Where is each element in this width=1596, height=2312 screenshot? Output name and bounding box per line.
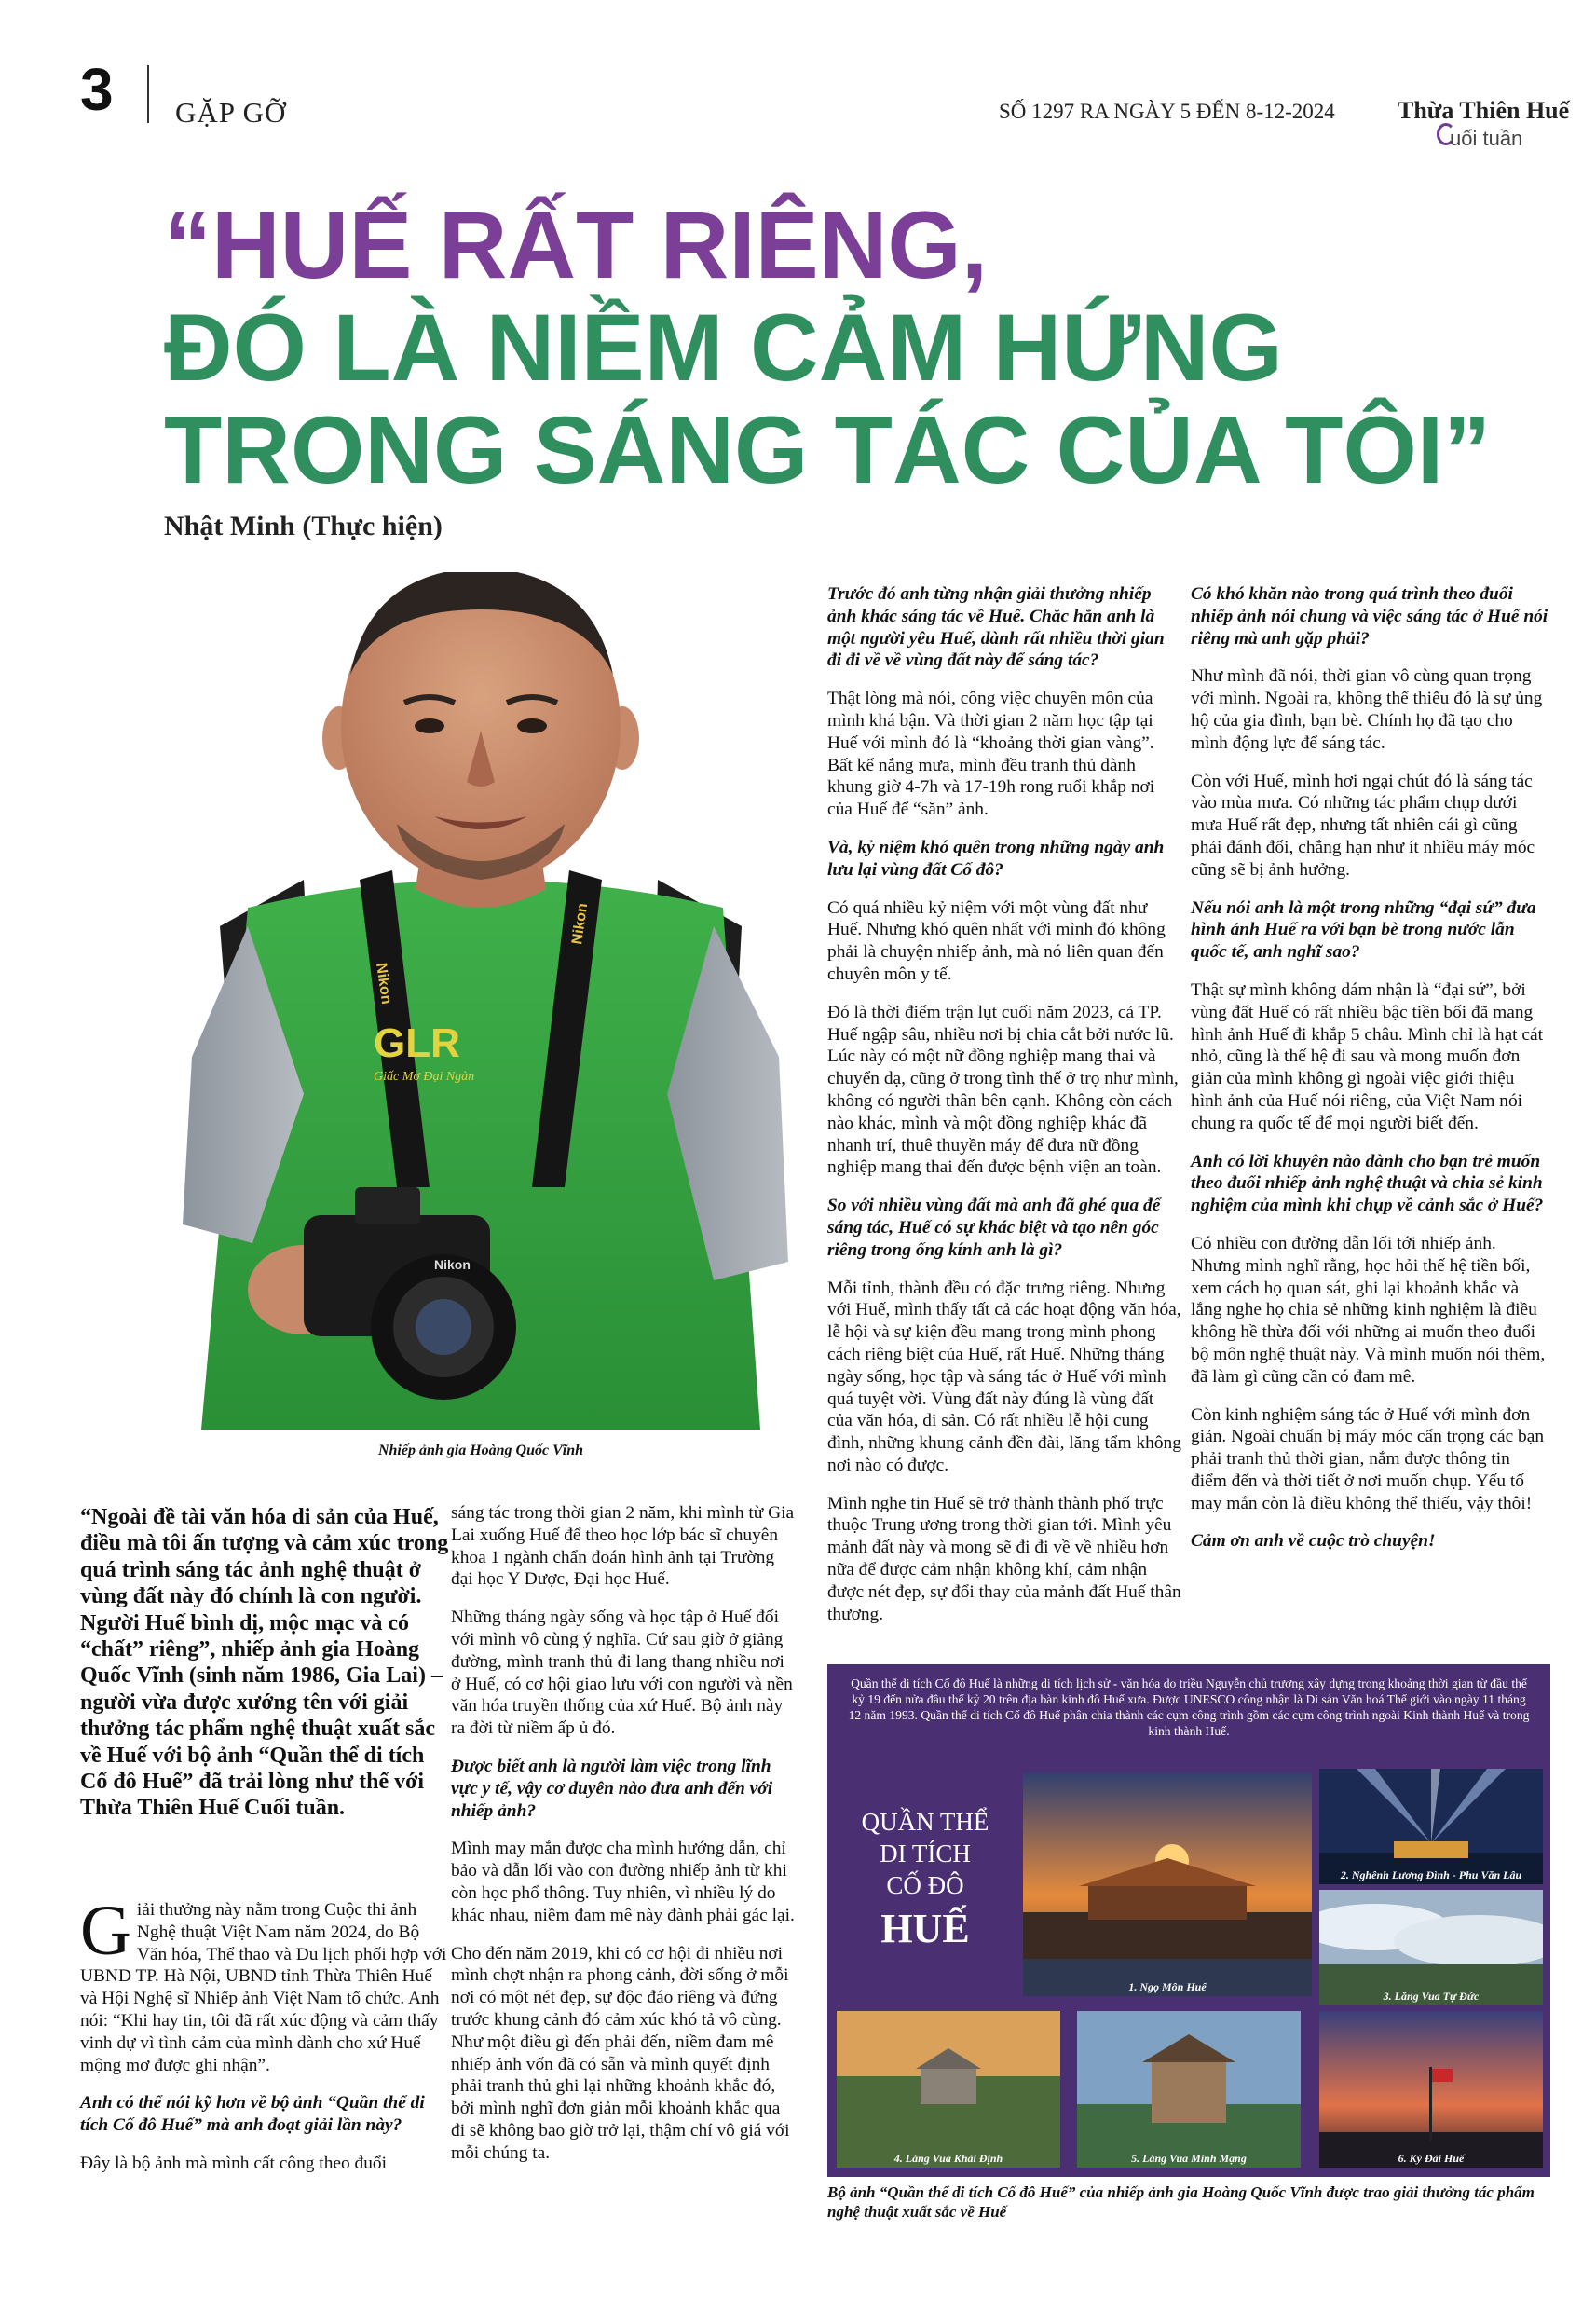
col3-paragraph-5: Mình nghe tin Huế sẽ trở thành thành phố trực thuộc Trung ương trong thời gian tới. Mình yêu mảnh đất này và mong sẽ đi đi về về nhiều hơn nữa để được cảm nhận không khí, cảm nhận được nét đẹp, sự đổi thay của mảnh đất Huế thân thương. — [827, 1493, 1181, 1624]
portrait-photo — [164, 572, 798, 1430]
collage-photo-ky-dai — [1319, 2011, 1543, 2168]
byline: Nhật Minh (Thực hiện) — [164, 511, 443, 541]
col3-paragraph-3: Đó là thời điểm trận lụt cuối năm 2023, cả TP. Huế ngập sâu, nhiều nơi bị chia cắt bởi nước lũ. Lúc này có một nữ đồng nghiệp mang thai và chuyển dạ, cũng ở trong tình thế ở trọ như mình, không có người thân bên cạnh. Không còn cách nào khác, mình và một đồng nghiệp khác đã nhanh trí, thuê thuyền máy để đưa nữ đồng nghiệp mang thai đến được bệnh viện an toàn. — [827, 1002, 1179, 1178]
col1-paragraph-2: Đây là bộ ảnh mà mình cất công theo đuổi — [80, 2153, 388, 2173]
article-column-1 — [80, 1892, 449, 2191]
masthead-subtitle: uối tuần — [1450, 127, 1523, 150]
lang-tu-duc-image — [1319, 1890, 1543, 2005]
col4-paragraph-1: Như mình đã nói, thời gian vô cùng quan trọng với mình. Ngoài ra, không thể thiếu đó là sự ủng hộ của gia đình, bạn bè. Chính họ đã tạo cho mình động lực để sáng tác. — [1191, 666, 1543, 753]
col4-closing: Cảm ơn anh về cuộc trò chuyện! — [1191, 1531, 1436, 1552]
article-column-4 — [1191, 583, 1550, 1568]
strap-brand-text: Nikon — [373, 962, 395, 1006]
col4-paragraph-2: Còn với Huế, mình hơi ngại chút đó là sáng tác vào mùa mưa. Có những tác phẩm chụp dưới mưa Huế rất đẹp, nhưng tất nhiên cái gì cũng phải đánh đổi, chẳng hạn như ít nhiều máy móc cũng sẽ bị ảnh hưởng. — [1191, 771, 1535, 880]
collage-photo-lang-minh-mang — [1077, 2011, 1301, 2168]
camera-brand-text: Nikon — [434, 1257, 471, 1272]
photographer-illustration — [164, 572, 798, 1430]
collage-label-1: 1. Ngọ Môn Huế — [1128, 1980, 1207, 1993]
shirt-logo-text: GLR — [374, 1020, 460, 1066]
headline-line-2: ĐÓ LÀ NIỀM CẢM HỨNG — [164, 294, 1283, 401]
headline-line-1: “HUẾ RẤT RIÊNG, — [164, 192, 989, 298]
lead-paragraph — [80, 1504, 449, 1822]
col4-question-2: Nếu nói anh là một trong những “đại sứ” đưa hình ảnh Huế ra với bạn bè trong nước lẫn quốc tế, anh nghĩ sao? — [1191, 897, 1536, 963]
collage-label-5: 5. Lăng Vua Minh Mạng — [1131, 2152, 1247, 2165]
ngo-mon-image — [1023, 1772, 1312, 1996]
collage-label-3: 3. Lăng Vua Tự Đức — [1383, 1990, 1480, 2003]
issue-info: SỐ 1297 RA NGÀY 5 ĐẾN 8-12-2024 — [999, 100, 1335, 123]
collage-title-line-1: QUẦN THỂ — [861, 1808, 989, 1836]
col1-question-1: Anh có thể nói kỹ hơn về bộ ảnh “Quần thể di tích Cố đô Huế” mà anh đoạt giải lần này? — [80, 2093, 425, 2136]
col3-question-1: Trước đó anh từng nhận giải thưởng nhiếp ảnh khác sáng tác về Huế. Chắc hẳn anh là một người yêu Huế, dành rất nhiều thời gian đi đi về về vùng đất này để sáng tác? — [827, 584, 1165, 671]
collage-photo-nghenh-luong-dinh — [1319, 1769, 1543, 1884]
collage-label-2: 2. Nghênh Lương Đình - Phu Văn Lâu — [1340, 1868, 1522, 1881]
collage-title-line-3: CỐ ĐÔ — [886, 1871, 964, 1899]
collage-caption: Bộ ảnh “Quần thể di tích Cố đô Huế” của nhiếp ảnh gia Hoàng Quốc Vĩnh được trao giải thưởng tác phẩm nghệ thuật xuất sắc về Huế — [827, 2183, 1535, 2221]
col2-paragraph-2: Những tháng ngày sống và học tập ở Huế đối với mình vô cùng ý nghĩa. Cứ sau giờ ở giảng đường, mình tranh thủ đi lang thang nhiều nơi ở Huế, có cơ hội giao lưu với con người và nền văn hóa truyền thống của xứ Huế. Bộ ảnh này ra đời từ niềm ấp ủ đó. — [451, 1607, 793, 1739]
col1-paragraph-1-text: iải thưởng này nằm trong Cuộc thi ảnh Nghệ thuật Việt Nam năm 2024, do Bộ Văn hóa, Thể thao và Du lịch phối hợp với UBND TP. Hà Nội, UBND tỉnh Thừa Thiên Huế và Hội Nghệ sĩ Nhiếp ảnh Việt Nam tổ chức. Anh nói: “Khi hay tin, tôi đã rất xúc động và cảm thấy vinh dự vì tình cảm của mình dành cho xứ Huế mộng mơ được ghi nhận”. — [80, 1900, 447, 2075]
collage-photo-ngo-mon — [1023, 1772, 1312, 1996]
col4-paragraph-3: Thật sự mình không dám nhận là “đại sứ”, bởi vùng đất Huế có rất nhiều bậc tiền bối đã mang hình ảnh Huế đi khắp 5 châu. Mình chỉ là hạt cát nhỏ, cũng là thế hệ đi sau và mong muốn đơn giản của mình không gì ngoài việc giới thiệu hình ảnh của Huế nói riêng, của Việt Nam nói chung ra quốc tế để mọi người biết đến. — [1191, 979, 1544, 1133]
collage-label-4: 4. Lăng Vua Khải Định — [893, 2152, 1003, 2165]
col2-paragraph-4: Cho đến năm 2019, khi có cơ hội đi nhiều nơi mình chợt nhận ra phong cảnh, đời sống ở mỗi nơi có một nét đẹp, sự độc đáo riêng và đứng trước khung cảnh đó cảm xúc khó tả vô cùng. Như một điều gì đến phải đến, niềm đam mê nhiếp ảnh vốn đã có sẵn và mình quyết định phải tranh thủ ghi lại những khoảnh khắc đó, bởi mình nghĩ đơn giản mỗi khoảnh khắc qua đi sẽ không bao giờ trở lại, thậm chí vô giá với mỗi chúng ta. — [451, 1943, 790, 2163]
lead-text: “Ngoài đề tài văn hóa di sản của Huế, điều mà tôi ấn tượng và cảm xúc trong quá trình sáng tác ảnh nghệ thuật ở vùng đất này đó chính là con người. Người Huế bình dị, mộc mạc và có “chất” riêng”, nhiếp ảnh gia Hoàng Quốc Vĩnh (sinh năm 1986, Gia Lai) – người vừa được xướng tên với giải thưởng tác phẩm nghệ thuật xuất sắc về Huế với bộ ảnh “Quần thể di tích Cố đô Huế” đã trải lòng như thế với Thừa Thiên Huế Cuối tuần. — [80, 1505, 449, 1821]
section-label: GẶP GỠ — [175, 96, 287, 129]
photo-collage — [827, 1664, 1550, 2177]
ky-dai-image — [1319, 2011, 1543, 2168]
headline-line-3: TRONG SÁNG TÁC CỦA TÔI” — [164, 397, 1492, 503]
article-column-3 — [827, 583, 1181, 1641]
strap-brand-text-right: Nikon — [569, 902, 592, 946]
collage-title-line-4: HUẾ — [880, 1906, 970, 1951]
lang-khai-dinh-image — [837, 2011, 1060, 2168]
col1-paragraph-1 — [80, 1892, 449, 2076]
masthead-title: Thừa Thiên Huế — [1398, 97, 1570, 124]
col2-paragraph-3: Mình may mắn được cha mình hướng dẫn, chỉ bảo và dẫn lối vào con đường nhiếp ảnh từ khi còn học phổ thông. Tuy nhiên, vì nhiều lý do khác nhau, niềm đam mê này đành phải gác lại. — [451, 1839, 795, 1925]
col4-paragraph-4: Có nhiều con đường dẫn lối tới nhiếp ảnh. Nhưng mình nghĩ rằng, học hỏi thế hệ tiền bối, xem cách họ quan sát, ghi lại khoảnh khắc và lắng nghe họ chia sẻ những kinh nghiệm là điều không hề thừa đối với những ai muốn theo đuổi bộ môn nghệ thuật này. Và mình muốn nói thêm, đã làm gì cũng cần có đam mê. — [1191, 1233, 1546, 1387]
lang-minh-mang-image — [1077, 2011, 1301, 2168]
col3-paragraph-1: Thật lòng mà nói, công việc chuyên môn của mình khá bận. Và thời gian 2 năm học tập tại Huế với mình đó là “khoảng thời gian vàng”. Bất kể nắng mưa, mình đều tranh thủ dành khung giờ 4-7h và 17-19h rong ruổi khắp nơi của Huế để “săn” ảnh. — [827, 689, 1155, 820]
nghenh-luong-dinh-image — [1319, 1769, 1543, 1884]
col3-question-3: So với nhiều vùng đất mà anh đã ghé qua để sáng tác, Huế có sự khác biệt và tạo nên góc riêng trong ống kính anh là gì? — [827, 1196, 1161, 1260]
col3-paragraph-4: Mỗi tỉnh, thành đều có đặc trưng riêng. Nhưng với Huế, mình thấy tất cả các hoạt động văn hóa, lễ hội và sự kiện đều mang trong mình phong cách riêng biệt của Huế, rất Huế. Những tháng ngày sống, học tập và sáng tác ở Huế với mình quá tuyệt vời. Vùng đất này đúng là vùng đất của văn hóa, di sản. Có rất nhiều lễ hội cung đình, những khung cảnh đền đài, lăng tẩm không nơi nào có được. — [827, 1278, 1181, 1475]
collage-label-6: 6. Kỳ Đài Huế — [1398, 2152, 1465, 2165]
col4-question-1: Có khó khăn nào trong quá trình theo đuổi nhiếp ảnh nói chung và việc sáng tác ở Huế nói riêng mà anh gặp phải? — [1191, 584, 1548, 649]
col4-paragraph-5: Còn kinh nghiệm sáng tác ở Huế với mình đơn giản. Ngoài chuẩn bị máy móc cẩn trọng các bạn phải tranh thủ thời gian, nắm được thông tin điểm đến và thời tiết ở nơi muốn chụp. Yếu tố may mắn còn là điều không thể thiếu, vậy thôi! — [1191, 1404, 1545, 1513]
collage-title — [837, 1806, 1014, 1953]
shirt-tagline-text: Giấc Mơ Đại Ngàn — [374, 1070, 475, 1084]
collage-photo-lang-khai-dinh — [837, 2011, 1060, 2168]
collage-description: Quần thể di tích Cố đô Huế là những di tích lịch sử - văn hóa do triều Nguyễn chủ trương xây dựng trong khoảng thời gian từ đầu thế kỷ 19 đến nửa đầu thế kỷ 20 trên địa bàn kinh đô Huế xưa. Được UNESCO công nhận là Di sản Văn hoá Thế giới vào ngày 11 tháng 12 năm 1993. Quần thể di tích Cố đô Huế phân chia thành các cụm công trình gồm các cụm công trình ngoài Kinh thành Huế và trong kinh thành Huế. — [848, 1676, 1530, 1738]
col4-question-3: Anh có lời khuyên nào dành cho bạn trẻ muốn theo đuổi nhiếp ảnh nghệ thuật và chia sẻ kinh nghiệm của mình khi chụp về cảnh sắc ở Huế? — [1191, 1151, 1544, 1216]
col2-paragraph-1: sáng tác trong thời gian 2 năm, khi mình từ Gia Lai xuống Huế để theo học lớp bác sĩ chuyên khoa 1 ngành chẩn đoán hình ảnh tại Trường đại học Y Dược, Đại học Huế. — [451, 1503, 795, 1590]
col2-question-1: Được biết anh là người làm việc trong lĩnh vực y tế, vậy cơ duyên nào đưa anh đến với nhiếp ảnh? — [451, 1756, 773, 1821]
page-number: 3 — [80, 56, 114, 123]
collage-photo-lang-tu-duc — [1319, 1890, 1543, 2005]
col3-paragraph-2: Có quá nhiều kỷ niệm với một vùng đất như Huế. Nhưng khó quên nhất với mình đó không phải là chuyện nhiếp ảnh, mà nó liên quan đến chuyên môn y tế. — [827, 897, 1166, 984]
portrait-caption: Nhiếp ảnh gia Hoàng Quốc Vĩnh — [377, 1443, 584, 1458]
drop-cap: G — [80, 1892, 131, 1970]
header-divider — [147, 65, 149, 123]
article-column-2 — [451, 1502, 798, 2181]
col3-question-2: Và, kỷ niệm khó quên trong những ngày anh lưu lại vùng đất Cố đô? — [827, 837, 1165, 880]
collage-title-line-2: DI TÍCH — [880, 1840, 971, 1867]
